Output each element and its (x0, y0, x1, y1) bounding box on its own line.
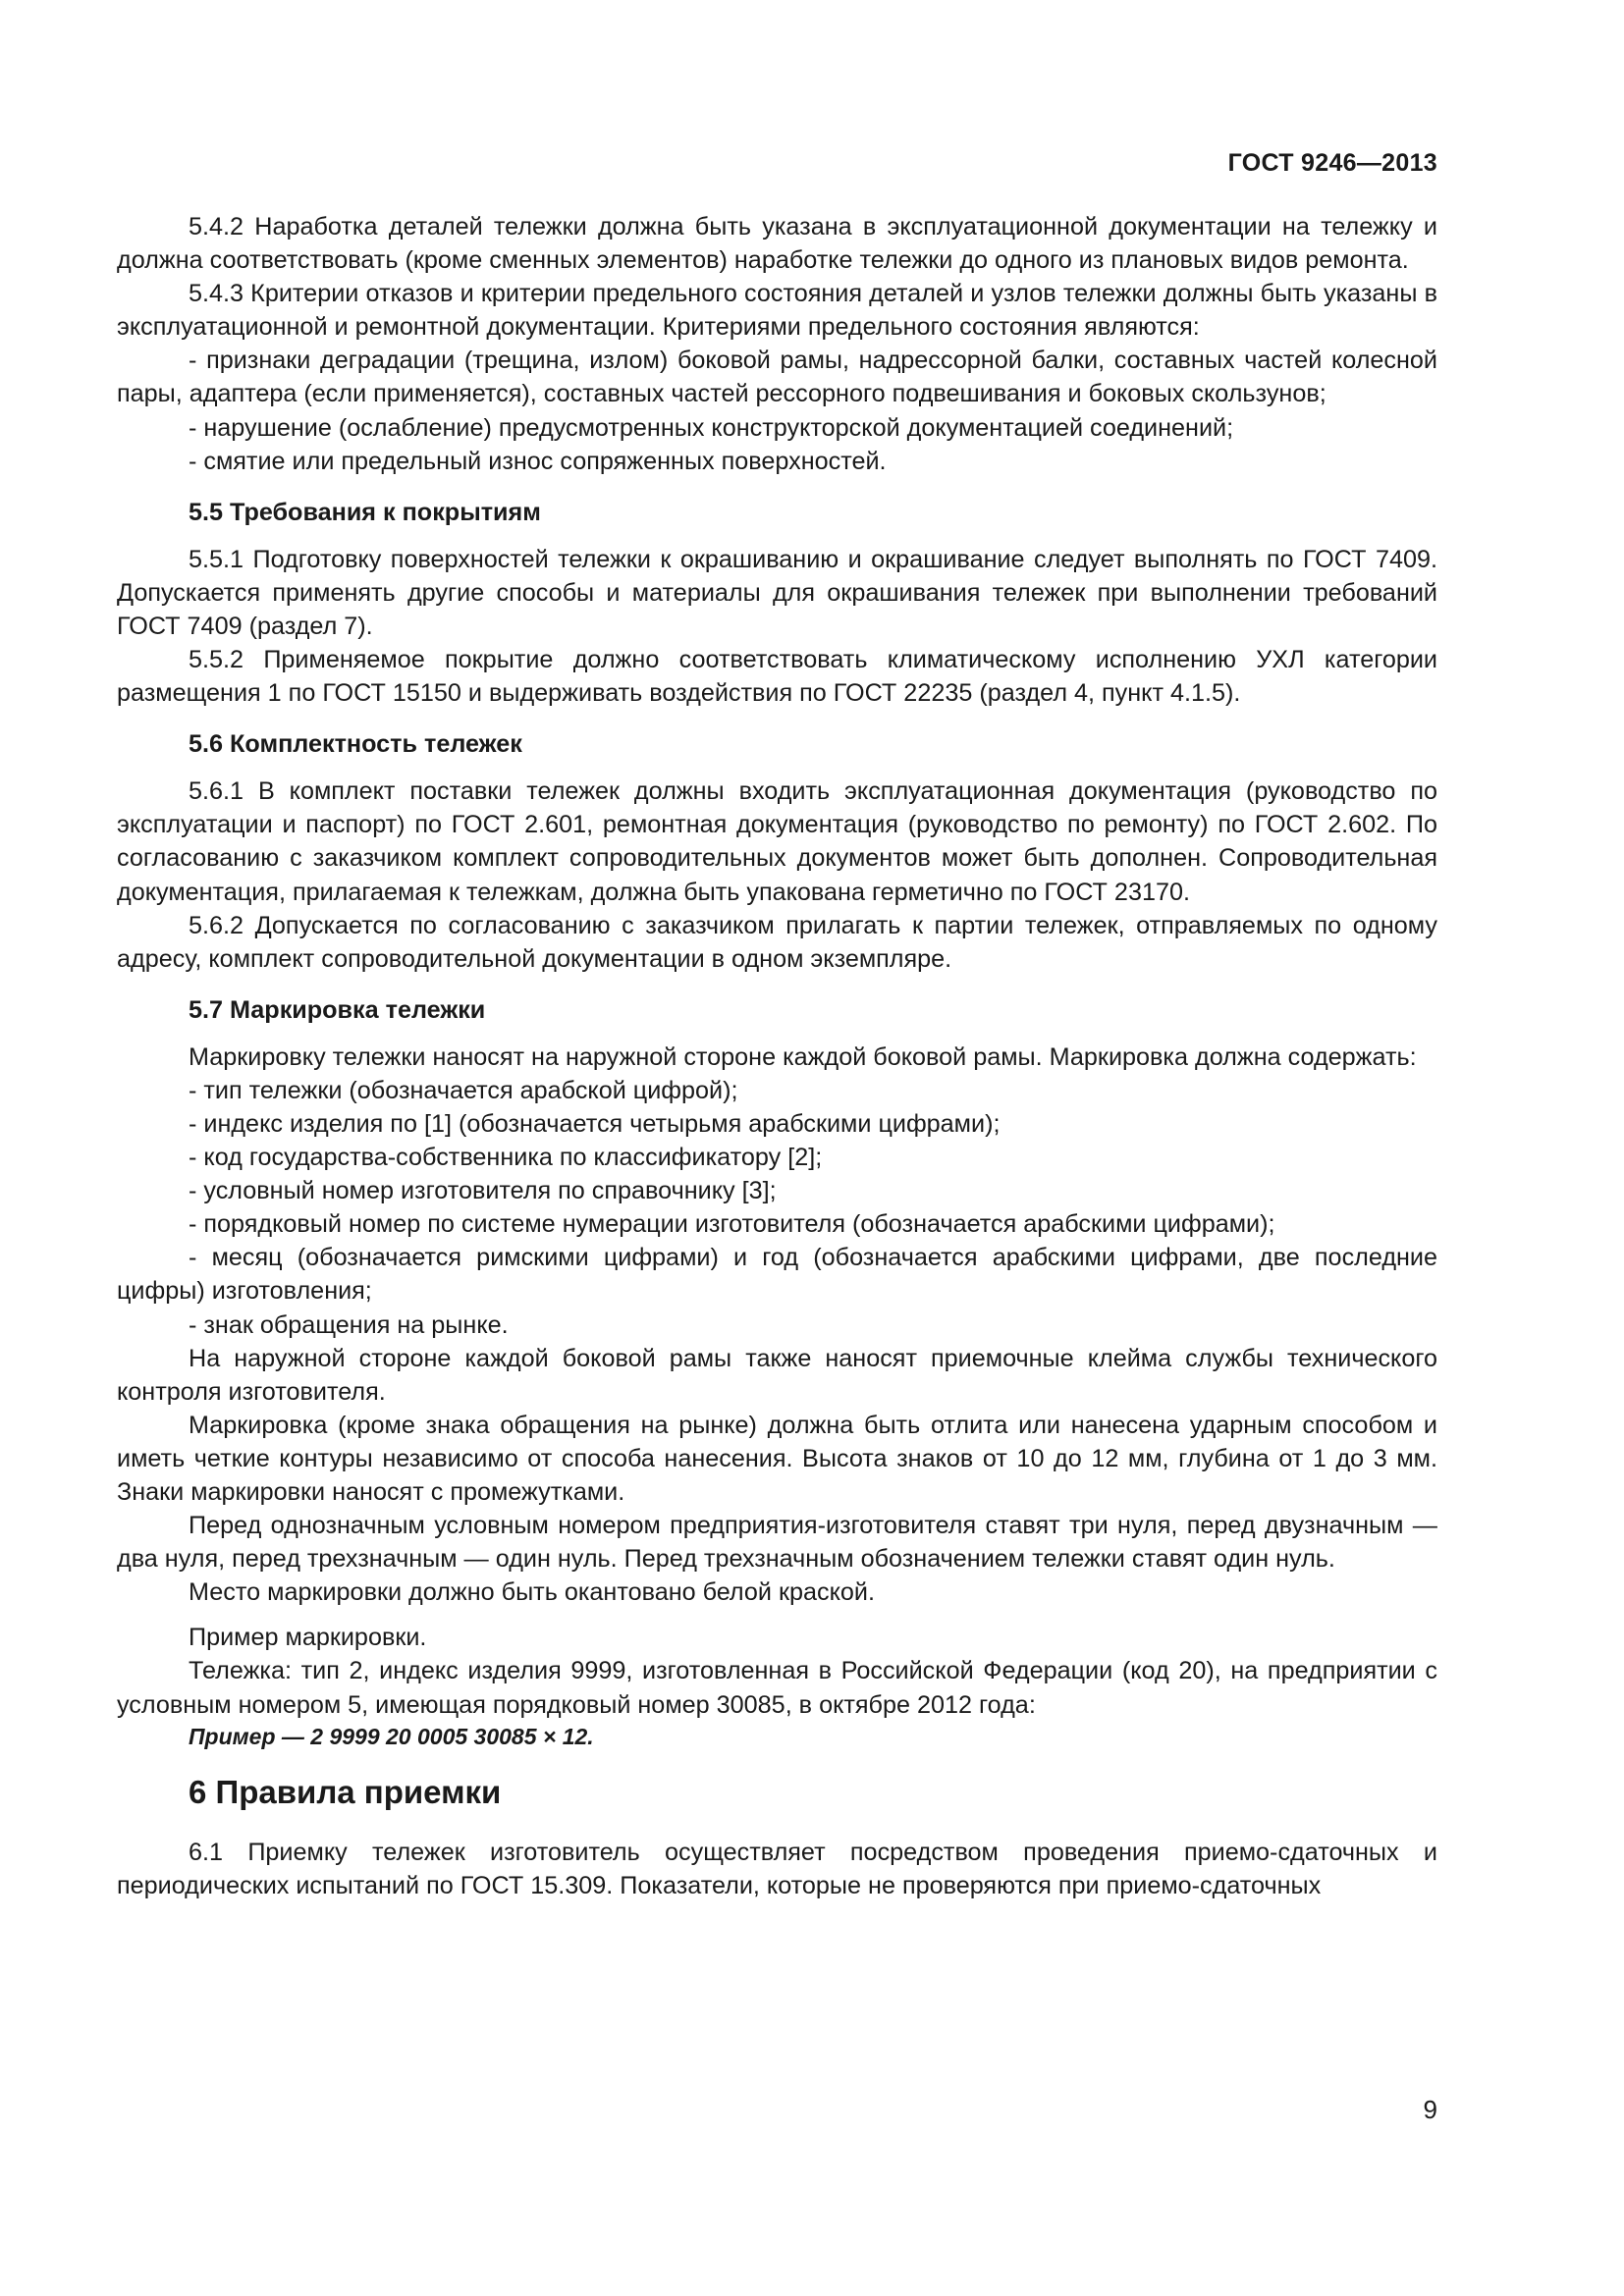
document-body (117, 210, 1437, 1902)
paragraph: 5.6.1 В комплект поставки тележек должны входить эксплуатационная документация (руководство по эксплуатации и паспорт) по ГОСТ 2.601, ремонтная документация (руководство по ремонту) по ГОСТ 2.602. По согласованию с заказчиком комплект сопроводительных документов может быть дополнен. Сопроводительная документация, прилагаемая к тележкам, должна быть упакована герметично по ГОСТ 23170. (117, 777, 1437, 906)
paragraph: Перед однозначным условным номером предприятия-изготовителя ставят три нуля, перед двузначным — два нуля, перед трехзначным — один нуль. Перед трехзначным обозначением тележки ставят один нуль. (117, 1512, 1437, 1574)
spacer (117, 1609, 1437, 1621)
subsection-heading: 5.7 Маркировка тележки (189, 995, 486, 1024)
list-item: - месяц (обозначается римскими цифрами) и год (обозначается арабскими цифрами, две последние цифры) изготовления; (117, 1244, 1437, 1306)
section-heading: 6 Правила приемки (189, 1773, 502, 1810)
paragraph: 5.4.2 Наработка деталей тележки должна быть указана в эксплуатационной документации на тележку и должна соответствовать (кроме сменных элементов) наработке тележки до одного из плановых видов ремонта. (117, 213, 1437, 275)
subsection-heading: 5.6 Комплектность тележек (189, 730, 522, 759)
paragraph: Маркировка (кроме знака обращения на рынке) должна быть отлита или нанесена ударным способом и иметь четкие контуры независимо от способа нанесения. Высота знаков от 10 до 12 мм, глубина от 1 до 3 мм. Знаки маркировки наносят с промежутками. (117, 1411, 1437, 1506)
document-header: ГОСТ 9246—2013 (1227, 149, 1437, 177)
paragraph: Место маркировки должно быть окантовано белой краской. (189, 1578, 875, 1607)
list-item: - код государства-собственника по классификатору [2]; (189, 1144, 823, 1172)
list-item: - смятие или предельный износ сопряженных поверхностей. (189, 447, 887, 475)
paragraph: 5.5.1 Подготовку поверхностей тележки к окрашиванию и окрашивание следует выполнять по ГОСТ 7409. Допускается применять другие способы и материалы для окрашивания тележек при выполнении требований ГОСТ 7409 (раздел 7). (117, 545, 1437, 640)
paragraph: Тележка: тип 2, индекс изделия 9999, изготовленная в Российской Федерации (код 20), на предприятии с условным номером 5, имеющая порядковый номер 30085, в октябре 2012 года: (117, 1657, 1437, 1719)
paragraph: 5.5.2 Применяемое покрытие должно соответствовать климатическому исполнению УХЛ категории размещения 1 по ГОСТ 15150 и выдерживать воздействия по ГОСТ 22235 (раздел 4, пункт 4.1.5). (117, 646, 1437, 708)
paragraph: Маркировку тележки наносят на наружной стороне каждой боковой рамы. Маркировка должна содержать: (189, 1042, 1417, 1071)
page-number: 9 (1423, 2095, 1437, 2124)
list-item: - условный номер изготовителя по справочнику [3]; (189, 1177, 777, 1205)
list-item: - признаки деградации (трещина, излом) боковой рамы, надрессорной балки, составных частей колесной пары, адаптера (если применяется), составных частей рессорного подвешивания и боковых скользунов; (117, 347, 1437, 408)
example-code: Пример — 2 9999 20 0005 30085 × 12. (189, 1723, 594, 1749)
list-item: - нарушение (ослабление) предусмотренных конструкторской документацией соединений; (189, 413, 1234, 442)
paragraph: 6.1 Приемку тележек изготовитель осуществляет посредством проведения приемо-сдаточных и периодических испытаний по ГОСТ 15.309. Показатели, которые не проверяются при приемо-сдаточных (117, 1838, 1437, 1899)
paragraph: На наружной стороне каждой боковой рамы также наносят приемочные клейма службы технического контроля изготовителя. (117, 1344, 1437, 1406)
paragraph: 5.6.2 Допускается по согласованию с заказчиком прилагать к партии тележек, отправляемых по одному адресу, комплект сопроводительной документации в одном экземпляре. (117, 911, 1437, 973)
list-item: - порядковый номер по системе нумерации изготовителя (обозначается арабскими цифрами); (189, 1210, 1275, 1239)
list-item: - индекс изделия по [1] (обозначается четырьмя арабскими цифрами); (189, 1109, 1001, 1138)
list-item: - знак обращения на рынке. (189, 1310, 509, 1339)
list-item: - тип тележки (обозначается арабской цифрой); (189, 1076, 738, 1104)
paragraph: Пример маркировки. (189, 1624, 427, 1652)
paragraph: 5.4.3 Критерии отказов и критерии предельного состояния деталей и узлов тележки должны быть указаны в эксплуатационной и ремонтной документации. Критериями предельного состояния являются: (117, 280, 1437, 342)
subsection-heading: 5.5 Требования к покрытиям (189, 498, 541, 526)
